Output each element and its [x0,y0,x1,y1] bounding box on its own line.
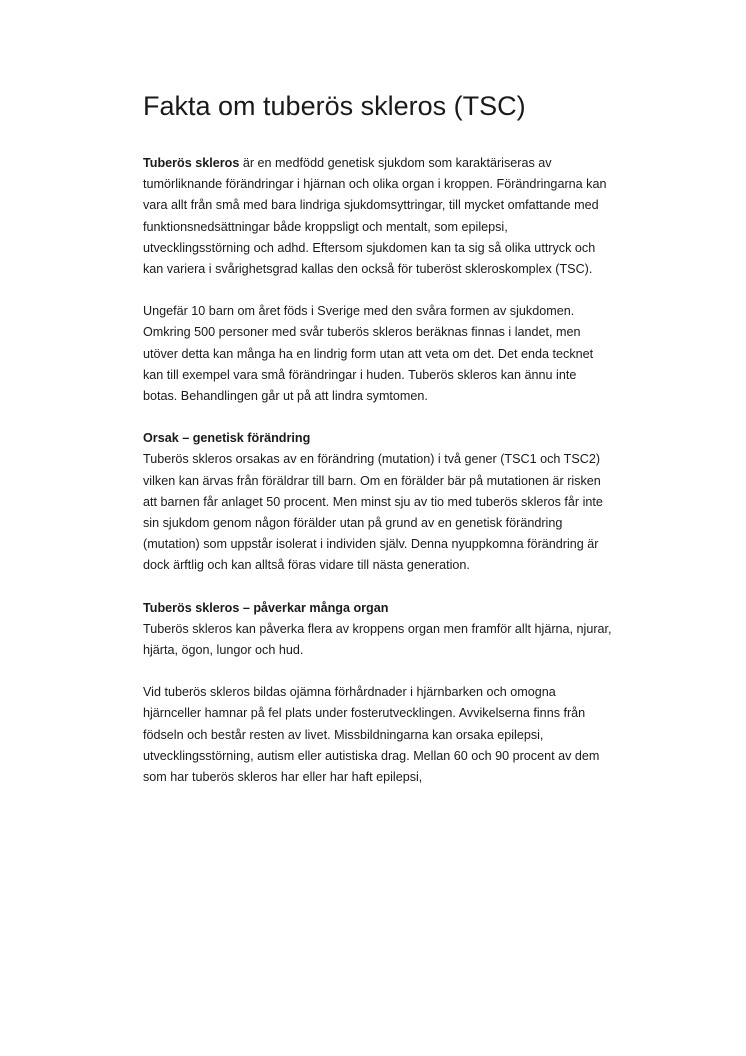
section-cause-text: Tuberös skleros orsakas av en förändring (mutation) i två gener (TSC1 och TSC2) vilken kan ärvas från föräldrar till barn. Om en förälder bär på mutationen är risken att barnen får anlaget 50 procent. Men minst sju av tio med tuberös skleros får inte sin sjukdom genom någon förälder utan på grund av en genetisk förändring (mutation) som uppstår isolerat i individen själv. Denna nyuppkomna förändring är dock ärftlig och kan alltså föras vidare till nästa generation. [143,452,603,573]
paragraph-brain: Vid tuberös skleros bildas ojämna förhårdnader i hjärnbarken och omogna hjärnceller hamnar på fel plats under fosterutvecklingen. Avvikelserna finns från födseln och består resten av livet. Missbildningarna kan orsaka epilepsi, utvecklingsstörning, autism eller autistiska drag. Mellan 60 och 90 procent av dem som har tuberös skleros har eller har haft epilepsi, [143,685,600,785]
section-organs-text: Tuberös skleros kan påverka flera av kroppens organ men framför allt hjärna, njurar, hjärta, ögon, lungor och hud. [143,621,612,658]
intro-text: är en medfödd genetisk sjukdom som karaktäriseras av tumörliknande förändringar i hjärnan och olika organ i kroppen. Förändringarna kan vara allt från små med bara lindriga sjukdomsyttringar, till mycket omfattande med funktionsnedsättningar både kroppsligt och mentalt, som epilepsi, utvecklingsstörning och adhd. Eftersom sjukdomen kan ta sig så olika uttryck och kan variera i svårighetsgrad kallas den också för tuberöst skleroskomplex (TSC). [143,156,607,277]
section-cause-heading: Orsak – genetisk förändring [143,431,311,446]
section-organs-heading: Tuberös skleros – påverkar många organ [143,600,389,615]
document-body [143,153,613,788]
page-title: Fakta om tuberös skleros (TSC) [143,91,526,121]
section-cause [143,428,613,576]
document-page [143,88,613,809]
paragraph-prevalence: Ungefär 10 barn om året föds i Sverige med den svåra formen av sjukdomen. Omkring 500 personer med svår tuberös skleros beräknas finnas i landet, men utöver detta kan många ha en lindrig form utan att veta om det. Det enda tecknet kan till exempel vara små förändringar i huden. Tuberös skleros kan ännu inte botas. Behandlingen går ut på att lindra symtomen. [143,304,594,404]
section-organs [143,598,613,662]
intro-bold-lead: Tuberös skleros [143,156,240,170]
intro-paragraph [143,153,613,280]
